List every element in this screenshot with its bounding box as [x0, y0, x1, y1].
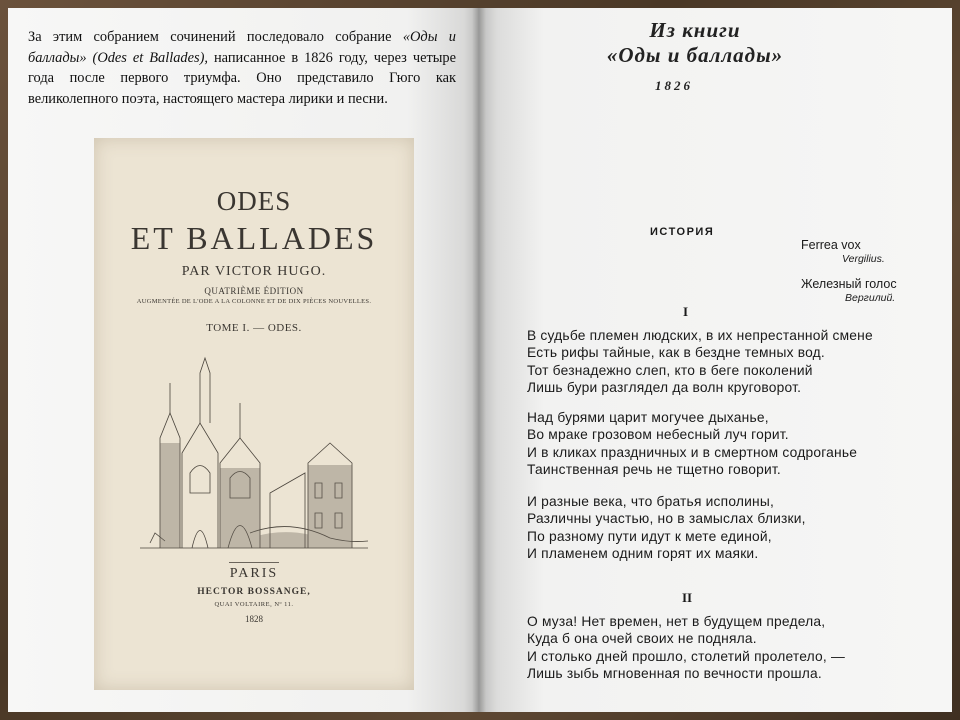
- cathedral-engraving: [130, 343, 378, 555]
- stanza-2: [527, 409, 857, 478]
- intro-text-end: написанное в 1826 году, через четыре года после первого триумфа. Оно представило Гюго как великолепного поэта, настоящего мастера лирики и песни.: [28, 49, 456, 107]
- verse-line: Лишь зыбь мгновенная по вечности прошла.: [527, 665, 822, 681]
- verse-line: Над бурями царит могучее дыханье,: [527, 410, 769, 425]
- cover-et-ballades: ET BALLADES: [130, 220, 378, 256]
- verse-line: Лишь бури разглядел да волн круговорот.: [527, 379, 802, 395]
- verse-line: И разные века, что братья исполины,: [527, 494, 775, 509]
- verse-line: Таинственная речь не тщетно говорит.: [527, 461, 781, 477]
- stanza-1: [527, 327, 873, 396]
- intro-text-start: За этим собранием сочинений последовало собрание: [28, 29, 403, 45]
- verse-line: И пламенем одним горят их маяки.: [527, 545, 759, 561]
- epigraph-latin-source: Vergilius.: [842, 253, 885, 265]
- cover-augmented: AUGMENTÉE DE L'ODE A LA COLONNE ET DE DIX PIÈCES NOUVELLES.: [136, 298, 372, 305]
- cover-odes: ODES: [216, 186, 292, 216]
- part-number-1: I: [683, 304, 689, 319]
- left-page: [8, 8, 478, 712]
- book-spine: [472, 8, 486, 712]
- cover-publisher: HECTOR BOSSANGE,: [197, 587, 311, 597]
- verse-line: Тот безнадежно слеп, кто в беге поколений: [527, 362, 813, 378]
- verse-line: По разному пути идут к мете единой,: [527, 528, 772, 544]
- cover-year: 1828: [245, 614, 263, 624]
- stanza-3: [527, 493, 806, 562]
- section-title: ИСТОРИЯ: [650, 226, 715, 238]
- book-cover-image: [94, 138, 414, 690]
- cover-edition: QUATRIÈME ÉDITION: [204, 286, 304, 296]
- part-number-2: II: [682, 590, 693, 605]
- stanza-4: [527, 613, 845, 682]
- epigraph-russian: Железный голос: [801, 277, 897, 291]
- verse-line: Различны участью, но в замыслах близки,: [527, 511, 806, 527]
- epigraph-russian-source: Вергилий.: [845, 292, 896, 304]
- right-title-line1: Из книги: [649, 18, 741, 42]
- right-year: 1826: [655, 78, 693, 93]
- verse-line: О муза! Нет времен, нет в будущем предела,: [527, 614, 826, 629]
- verse-line: И в кликах праздничных и в смертном содроганье: [527, 444, 858, 460]
- verse-line: И столько дней прошло, столетий пролетело, —: [527, 648, 845, 664]
- cover-city: PARIS: [229, 566, 279, 581]
- verse-line: Во мраке грозовом небесный луч горит.: [527, 427, 789, 443]
- epigraph-latin: Ferrea vox: [801, 238, 861, 252]
- cover-author: PAR VICTOR HUGO.: [181, 264, 327, 279]
- verse-line: Куда б она очей своих не подняла.: [527, 631, 757, 647]
- cover-rule-top: [229, 562, 279, 563]
- cover-address: QUAI VOLTAIRE, Nº 11.: [214, 601, 294, 608]
- intro-book-title: «Оды и баллады» (Odes et Ballades),: [28, 29, 456, 66]
- right-title-line2: «Оды и баллады»: [606, 43, 784, 67]
- cover-tome: TOME I. — ODES.: [206, 322, 302, 334]
- intro-paragraph: [28, 27, 456, 109]
- verse-line: В судьбе племен людских, в их непрестанной смене: [527, 328, 873, 343]
- verse-line: Есть рифы тайные, как в бездне темных вод.: [527, 345, 825, 361]
